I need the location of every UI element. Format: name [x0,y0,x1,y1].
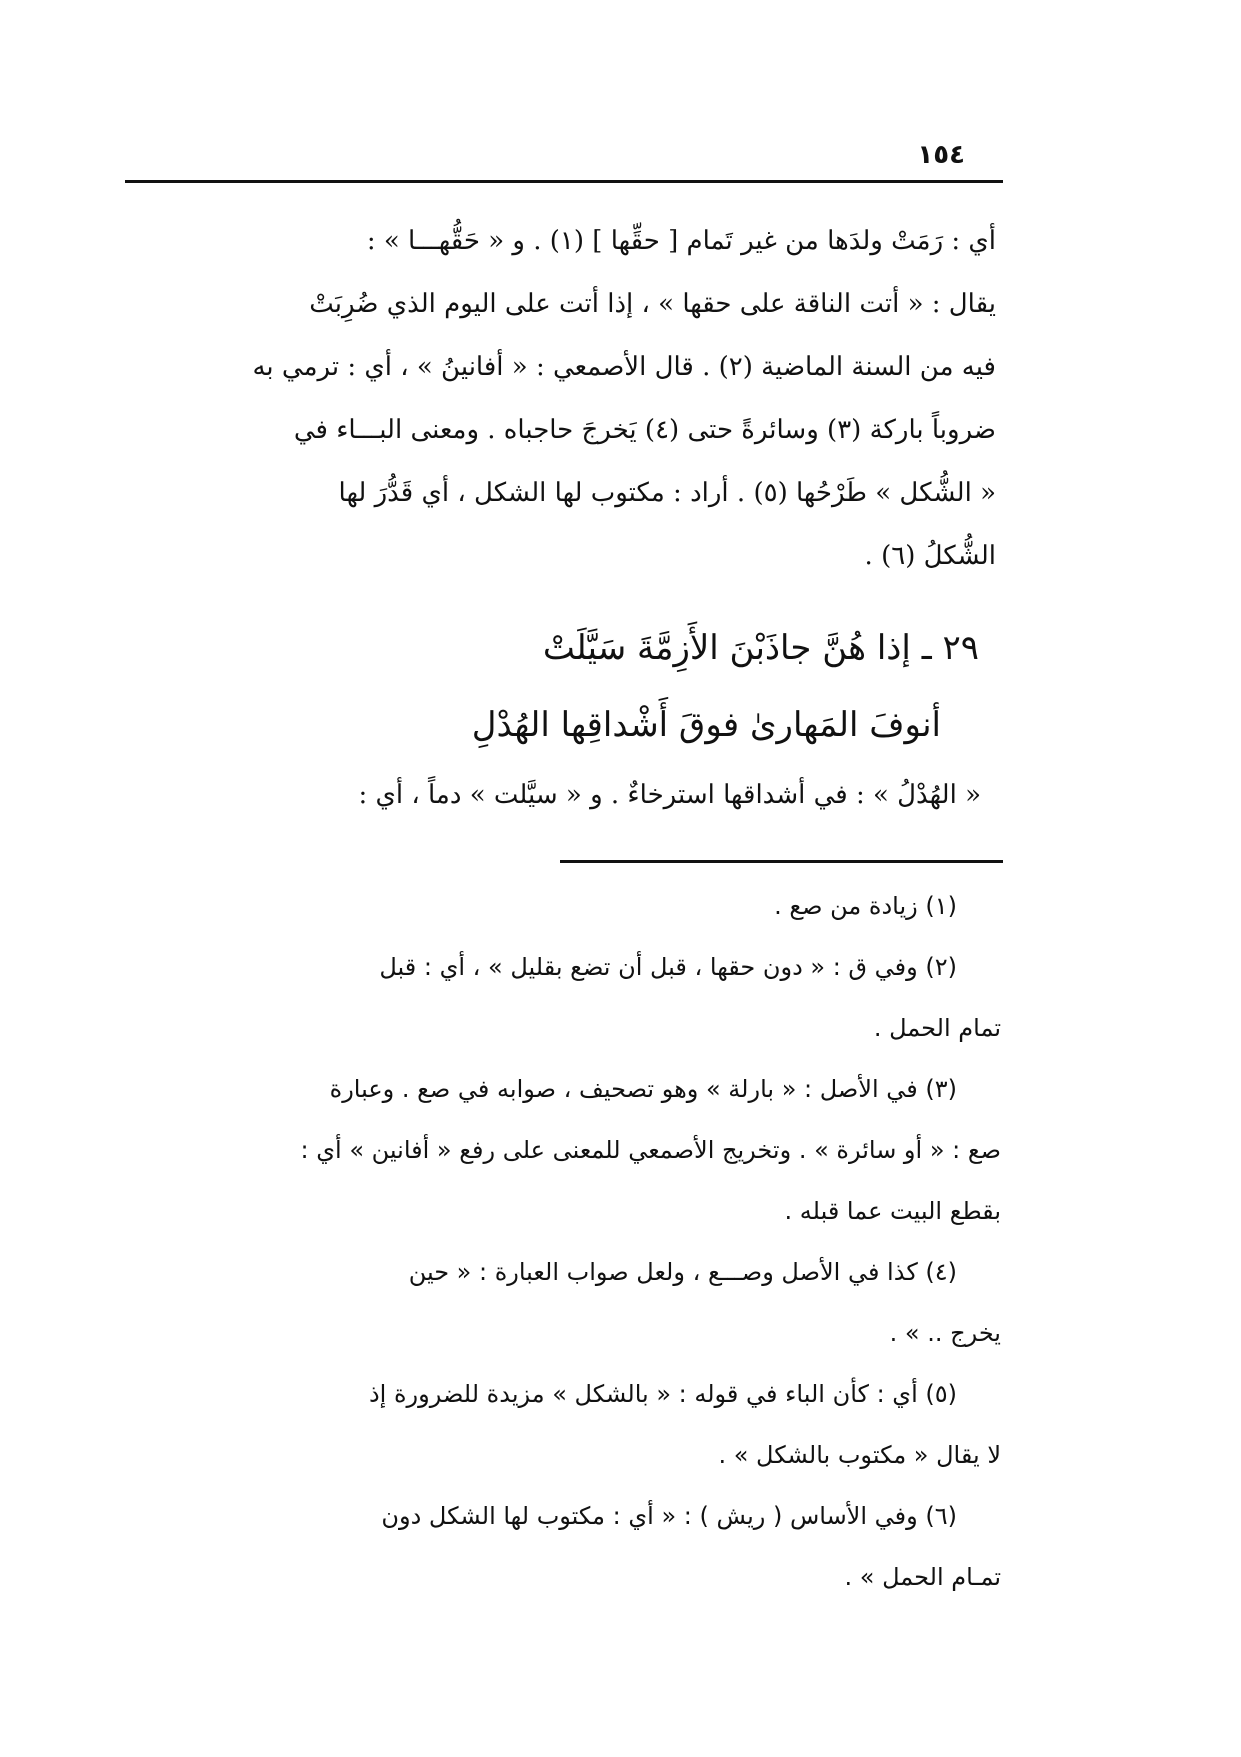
footnote-line: تمام الحمل . [873,1014,1001,1042]
footnote-line: تمـام الحمل » . [844,1563,1001,1591]
footnote-line: (٦) وفي الأساس ( ريش ) : « أي : مكتوب لها الشكل دون [381,1502,957,1530]
verse-second-hemistich: أنوفَ المَهارىٰ فوقَ أَشْداقِها الهُدْلِ [471,705,941,745]
text-line: ضروباً باركة (٣) وسائرةً حتى (٤) يَخرجَ حاجباه . ومعنى البـــاء في [293,415,996,445]
footnote-line: لا يقال « مكتوب بالشكل » . [718,1441,1001,1469]
text-line: يقال : « أتت الناقة على حقها » ، إذا أتت على اليوم الذي ضُرِبَتْ [309,289,996,319]
footnote-line: (٣) في الأصل : « بارلة » وهو تصحيف ، صوابه في صع . وعبارة [329,1075,957,1103]
footnote-line: صع : « أو سائرة » . وتخريج الأصمعي للمعنى على رفع « أفانين » أي : [300,1136,1001,1164]
footnote-line: (٥) أي : كأن الباء في قوله : « بالشكل » مزيدة للضرورة إذ [368,1380,957,1408]
footnote-line: يخرج .. » . [889,1319,1001,1347]
page-number: ١٥٤ [917,140,965,170]
text-line: فيه من السنة الماضية (٢) . قال الأصمعي : « أفانينُ » ، أي : ترمي به [252,352,996,382]
footnotes [135,876,1001,1608]
text-line: الشُّكلُ (٦) . [864,541,996,571]
verse-commentary: « الهُدْلُ » : في أشداقها استرخاءٌ . و « سيَّلت » دماً ، أي : [358,780,981,810]
footnote-line: (٢) وفي ق : « دون حقها ، قبل أن تضع بقليل » ، أي : قبل [379,953,957,981]
verse-first-hemistich: ٢٩ ـ إذا هُنَّ جاذَبْنَ الأَزِمَّةَ سَيَّلَتْ [542,628,979,668]
footnote-line: (٤) كذا في الأصل وصـــع ، ولعل صواب العبارة : « حين [408,1258,957,1286]
text-line: « الشُّكل » طَرْحُها (٥) . أراد : مكتوب لها الشكل ، أي قَدُّرَ لها [338,478,996,508]
footnote-line: بقطع البيت عما قبله . [784,1197,1001,1225]
main-text [130,210,996,588]
text-line: أي : رَمَتْ ولدَها من غير تَمام [ حقِّها ] (١) . و « حَقُّهـــا » : [366,226,996,256]
footnote-line: (١) زيادة من صع . [774,892,957,920]
header-rule [125,180,1003,183]
footnote-rule [560,860,1003,863]
